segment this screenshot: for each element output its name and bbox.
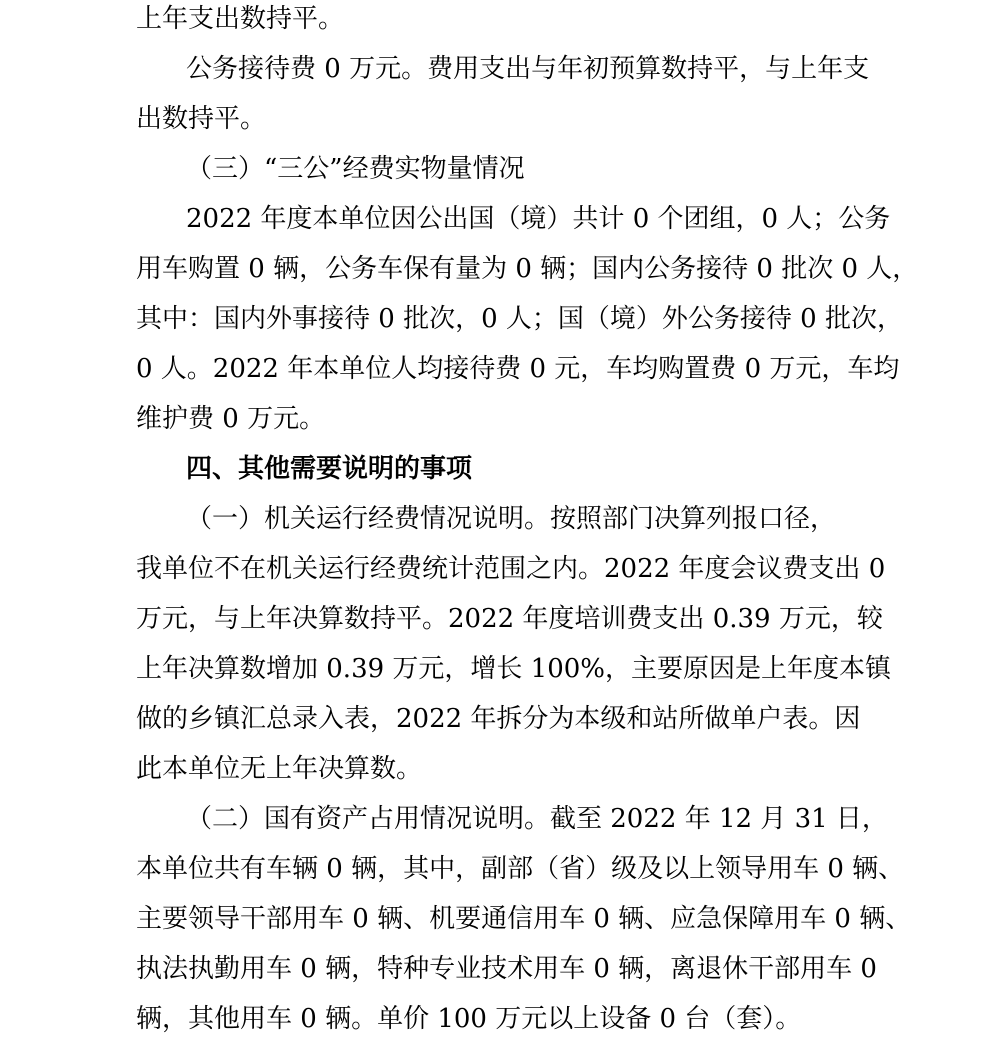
text-line-17: （二）国有资产占用情况说明。截至 2022 年 12 月 31 日，	[186, 804, 888, 834]
text-line-18: 本单位共有车辆 0 辆，其中，副部（省）级及以上领导用车 0 辆、	[136, 854, 905, 884]
subsection-heading-3: （三）“三公”经费实物量情况	[186, 154, 525, 184]
text-line-20: 执法执勤用车 0 辆，特种专业技术用车 0 辆，离退休干部用车 0	[136, 954, 877, 984]
text-line-1: 上年支出数持平。	[136, 4, 345, 34]
text-line-21: 辆，其他用车 0 辆。单价 100 万元以上设备 0 台（套）。	[136, 1004, 802, 1034]
text-line-9: 维护费 0 万元。	[136, 404, 326, 434]
text-line-6: 用车购置 0 辆，公务车保有量为 0 辆；国内公务接待 0 批次 0 人，	[136, 254, 919, 284]
text-line-3: 出数持平。	[136, 104, 267, 134]
text-line-19: 主要领导干部用车 0 辆、机要通信用车 0 辆、应急保障用车 0 辆、	[136, 904, 912, 934]
text-line-2: 公务接待费 0 万元。费用支出与年初预算数持平，与上年支	[186, 54, 870, 84]
text-line-8: 0 人。2022 年本单位人均接待费 0 元，车均购置费 0 万元，车均	[136, 354, 900, 384]
text-line-12: 我单位不在机关运行经费统计范围之内。2022 年度会议费支出 0	[136, 554, 886, 584]
text-line-5: 2022 年度本单位因公出国（境）共计 0 个团组，0 人；公务	[186, 204, 891, 234]
text-line-14: 上年决算数增加 0.39 万元，增长 100%，主要原因是上年度本镇	[136, 654, 892, 684]
text-line-7: 其中：国内外事接待 0 批次，0 人；国（境）外公务接待 0 批次，	[136, 304, 903, 334]
text-line-16: 此本单位无上年决算数。	[136, 754, 423, 784]
text-line-15: 做的乡镇汇总录入表，2022 年拆分为本级和站所做单户表。因	[136, 704, 861, 734]
text-line-13: 万元，与上年决算数持平。2022 年度培训费支出 0.39 万元，较	[136, 604, 883, 634]
section-heading-4: 四、其他需要说明的事项	[186, 454, 473, 484]
text-line-11: （一）机关运行经费情况说明。按照部门决算列报口径，	[186, 504, 837, 534]
